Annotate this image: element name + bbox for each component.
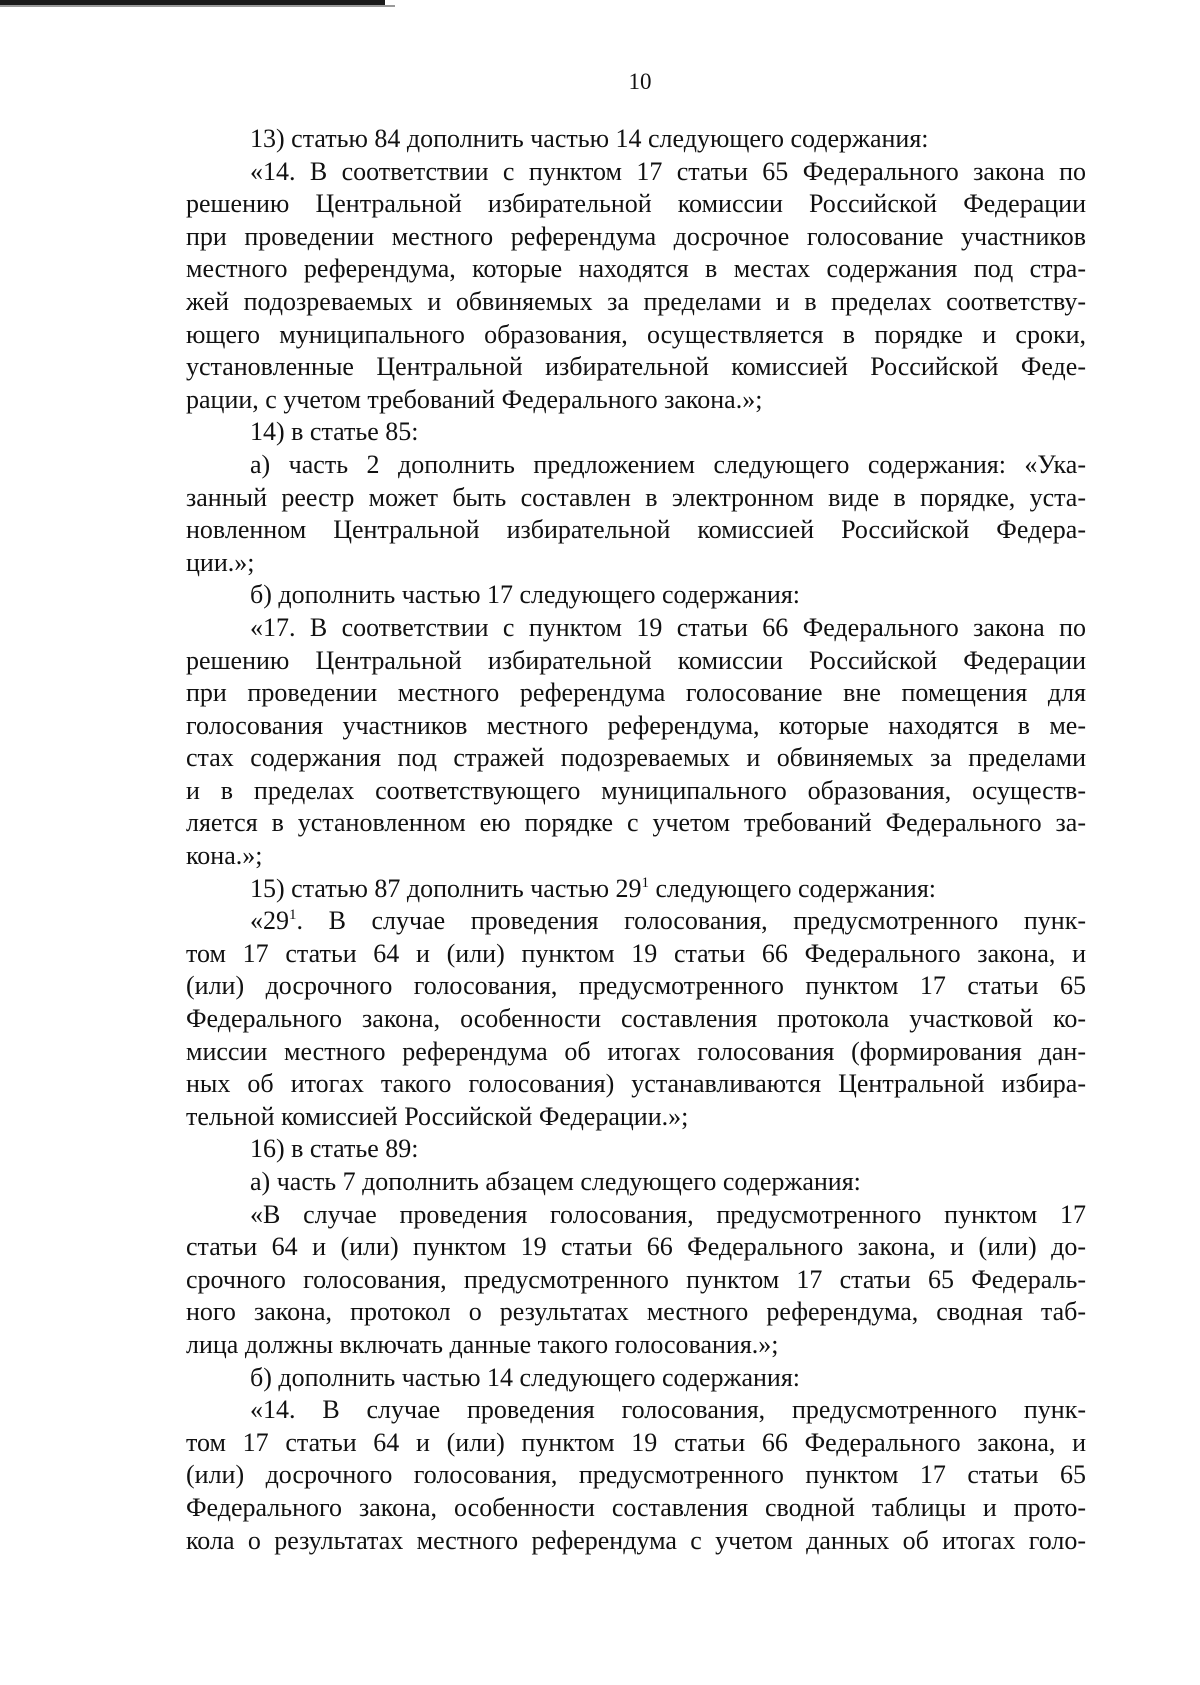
- text-line: том 17 статьи 64 и (или) пунктом 19 статьи 66 Федерального закона, и: [186, 938, 1086, 968]
- paragraph-item-14a: [186, 449, 1086, 579]
- text-line: голосования участников местного референдума, которые находятся в ме-: [186, 710, 1086, 740]
- text-line: 14) в статье 85:: [250, 417, 419, 447]
- text-line: ного закона, протокол о результатах местного референдума, сводная таб-: [186, 1297, 1086, 1327]
- text-run: следующего содержания:: [649, 873, 937, 903]
- text-line: ции.»;: [186, 547, 255, 577]
- scan-edge-mark: [0, 0, 385, 5]
- text-line: ляется в установленном ею порядке с учетом требований Федерального за-: [186, 808, 1086, 838]
- paragraph-item-16a: [186, 1166, 1086, 1199]
- text-line: Федерального закона, особенности составления сводной таблицы и прото-: [186, 1492, 1086, 1522]
- paragraph-item-16b: [186, 1362, 1086, 1395]
- text-run: . В случае проведения голосования, предусмотренного пунк-: [296, 906, 1086, 936]
- text-line: тельной комиссией Российской Федерации.»;: [186, 1101, 689, 1131]
- text-run: 15) статью 87 дополнить частью 29: [250, 873, 642, 903]
- text-run: «29: [250, 906, 289, 936]
- text-line: «14. В случае проведения голосования, предусмотренного пунк-: [250, 1395, 1086, 1425]
- text-line: «14. В соответствии с пунктом 17 статьи 65 Федерального закона по: [250, 156, 1086, 186]
- text-line: б) дополнить частью 17 следующего содержания:: [250, 580, 801, 610]
- paragraph-item-13: [186, 123, 1086, 156]
- text-line: установленные Центральной избирательной комиссией Российской Феде-: [186, 352, 1086, 382]
- text-line: б) дополнить частью 14 следующего содержания:: [250, 1362, 801, 1392]
- text-line: решению Центральной избирательной комиссии Российской Федерации: [186, 189, 1086, 219]
- text-line: при проведении местного референдума досрочное голосование участников: [186, 221, 1086, 251]
- page-number: 10: [628, 69, 652, 94]
- paragraph-item-16: [186, 1133, 1086, 1166]
- text-line: том 17 статьи 64 и (или) пунктом 19 статьи 66 Федерального закона, и: [186, 1427, 1086, 1457]
- paragraph-item-14: [186, 416, 1086, 449]
- text-line: [186, 905, 1086, 938]
- text-line: миссии местного референдума об итогах голосования (формирования дан-: [186, 1036, 1086, 1066]
- paragraph-item-14b: [186, 579, 1086, 612]
- text-line: стах содержания под стражей подозреваемых и обвиняемых за пределами: [186, 743, 1086, 773]
- text-line: [186, 873, 1086, 906]
- superscript: 1: [289, 907, 297, 924]
- text-line: лица должны включать данные такого голосования.»;: [186, 1329, 779, 1359]
- paragraph-article-84-part-14: [186, 156, 1086, 417]
- text-line: при проведении местного референдума голосование вне помещения для: [186, 678, 1086, 708]
- text-line: жей подозреваемых и обвиняемых за пределами и в пределах соответству-: [186, 286, 1086, 316]
- text-line: и в пределах соответствующего муниципального образования, осуществ-: [186, 775, 1086, 805]
- text-line: (или) досрочного голосования, предусмотренного пунктом 17 статьи 65: [186, 971, 1086, 1001]
- text-line: «В случае проведения голосования, предусмотренного пунктом 17: [250, 1199, 1086, 1229]
- text-line: статьи 64 и (или) пунктом 19 статьи 66 Федерального закона, и (или) до-: [186, 1232, 1086, 1262]
- text-line: ющего муниципального образования, осуществляется в порядке и сроки,: [186, 319, 1086, 349]
- text-line: «17. В соответствии с пунктом 19 статьи 66 Федерального закона по: [250, 612, 1086, 642]
- paragraph-item-15: [186, 873, 1086, 906]
- text-line: 13) статью 84 дополнить частью 14 следующего содержания:: [250, 124, 929, 153]
- paragraph-article-87-part-29-1: [186, 905, 1086, 1133]
- text-line: Федерального закона, особенности составления протокола участковой ко-: [186, 1004, 1086, 1034]
- text-line: а) часть 7 дополнить абзацем следующего содержания:: [250, 1167, 861, 1196]
- text-line: ных об итогах такого голосования) устанавливаются Центральной избира-: [186, 1069, 1086, 1099]
- document-body: [186, 123, 1086, 1557]
- text-line: кола о результатах местного референдума с учетом данных об итогах голо-: [186, 1525, 1086, 1555]
- paragraph-article-89-part-7-addition: [186, 1199, 1086, 1362]
- text-line: решению Центральной избирательной комиссии Российской Федерации: [186, 645, 1086, 675]
- paragraph-article-85-part-17: [186, 612, 1086, 873]
- text-line: местного референдума, которые находятся в местах содержания под стра-: [186, 254, 1086, 284]
- text-line: кона.»;: [186, 841, 263, 871]
- text-line: занный реестр может быть составлен в электронном виде в порядке, уста-: [186, 482, 1086, 512]
- text-line: а) часть 2 дополнить предложением следующего содержания: «Ука-: [250, 449, 1086, 479]
- paragraph-article-89-part-14: [186, 1394, 1086, 1557]
- text-line: рации, с учетом требований Федерального закона.»;: [186, 384, 763, 414]
- text-line: 16) в статье 89:: [250, 1134, 419, 1164]
- superscript: 1: [641, 874, 650, 891]
- text-line: новленном Центральной избирательной комиссией Российской Федера-: [186, 515, 1086, 545]
- text-line: срочного голосования, предусмотренного пунктом 17 статьи 65 Федераль-: [186, 1264, 1086, 1294]
- text-line: (или) досрочного голосования, предусмотренного пунктом 17 статьи 65: [186, 1460, 1086, 1490]
